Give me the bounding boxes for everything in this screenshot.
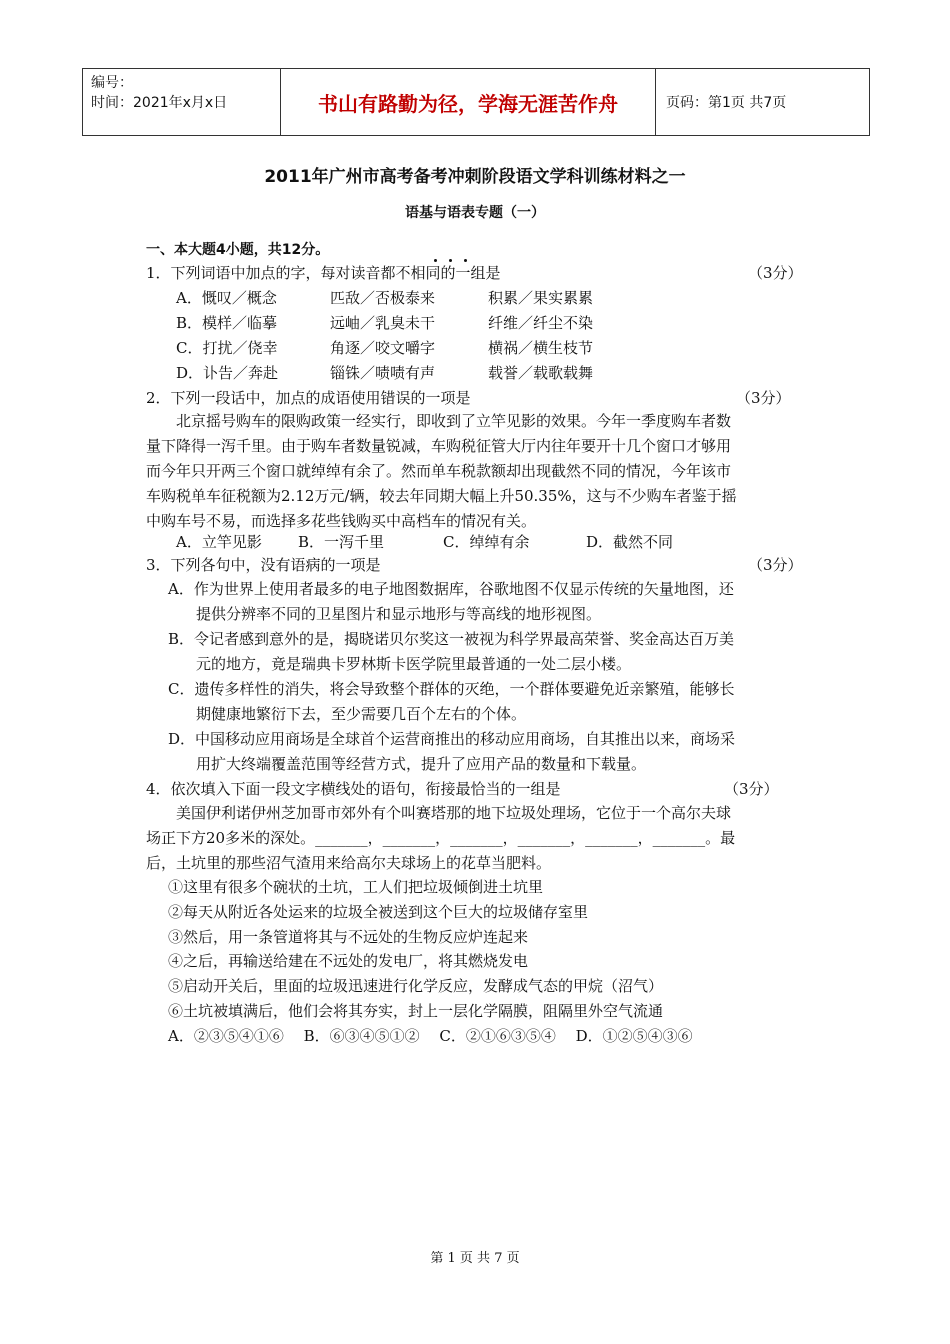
emphasis-dot [464, 259, 467, 262]
document-subtitle: 语基与语表专题（一） [405, 205, 545, 221]
q3-score: （3分） [748, 556, 803, 574]
q3-option-b-line2: 元的地方，竟是瑞典卡罗林斯卡医学院里最普通的一处二层小楼。 [196, 655, 632, 673]
page-footer: 第 1 页 共 7 页 [430, 1251, 520, 1266]
q1-option-b-3: 纤维／纤尘不染 [488, 314, 594, 332]
q1-option-d-2: 锱铢／啧啧有声 [330, 364, 436, 382]
q4-item: ④之后，再输送给建在不远处的发电厂，将其燃烧发电 [168, 952, 529, 970]
q4-stem: 4．依次填入下面一段文字横线处的语句，衔接最恰当的一组是 [146, 780, 561, 798]
q4-item: ①这里有很多个碗状的土坑，工人们把垃圾倾倒进土坑里 [168, 878, 544, 896]
q4-score: （3分） [724, 780, 779, 798]
q1-option-a-3: 积累／果实累累 [488, 289, 594, 307]
q3-option-a-line2: 提供分辨率不同的卫星图片和显示地形与等高线的地形视图。 [196, 605, 602, 623]
date-label: 时间：2021年x月x日 [91, 95, 228, 111]
q1-option-d-1: D．讣告／奔赴 [176, 364, 279, 382]
q1-score: （3分） [748, 264, 803, 282]
q1-option-b-2: 远岫／乳臭未干 [330, 314, 436, 332]
q4-item: ③然后，用一条管道将其与不远处的生物反应炉连起来 [168, 928, 529, 946]
header-meta [83, 69, 281, 135]
q3-option-a-line1: A．作为世界上使用者最多的电子地图数据库，谷歌地图不仅显示传统的矢量地图，还 [168, 580, 734, 598]
document-title: 2011年广州市高考备考冲刺阶段语文学科训练材料之一 [264, 167, 686, 187]
q4-item: ⑤启动开关后，里面的垃圾迅速进行化学反应，发酵成气态的甲烷（沼气） [168, 977, 664, 995]
q2-option-b: B．一泻千里 [298, 533, 385, 551]
header-motto: 书山有路勤为径，学海无涯苦作舟 [281, 69, 656, 135]
q2-option-d: D．截然不同 [586, 533, 674, 551]
q2-passage-line: 中购车号不易，而选择多花些钱购买中高档车的情况有关。 [146, 512, 537, 530]
q3-option-b-line1: B．令记者感到意外的是，揭晓诺贝尔奖这一被视为科学界最高荣誉、奖金高达百万美 [168, 630, 735, 648]
q2-stem: 2．下列一段话中，加点的成语使用错误的一项是 [146, 389, 471, 407]
q4-item: ②每天从附近各处运来的垃圾全被送到这个巨大的垃圾储存室里 [168, 903, 589, 921]
q4-passage-line: 后，土坑里的那些沼气渣用来给高尔夫球场上的花草当肥料。 [146, 854, 552, 872]
q4-passage-line: 场正下方20多米的深处。_______，_______，_______，_______，_______，_______。最 [146, 829, 736, 847]
emphasis-dot [449, 259, 452, 262]
q2-option-c: C．绰绰有余 [443, 533, 530, 551]
q2-score: （3分） [736, 389, 791, 407]
q4-passage-line: 美国伊利诺伊州芝加哥市郊外有个叫赛塔那的地下垃圾处理场，它位于一个高尔夫球 [176, 804, 732, 822]
q3-stem: 3．下列各句中，没有语病的一项是 [146, 556, 381, 574]
q2-option-a: A．立竿见影 [176, 533, 262, 551]
q3-option-c-line1: C．遗传多样性的消失，将会导致整个群体的灭绝，一个群体要避免近亲繁殖，能够长 [168, 680, 735, 698]
q1-option-c-3: 横祸／横生枝节 [488, 339, 594, 357]
section-heading: 一、本大题4小题，共12分。 [146, 242, 330, 258]
q3-option-d-line2: 用扩大终端覆盖范围等经营方式，提升了应用产品的数量和下载量。 [196, 755, 647, 773]
q1-option-c-1: C．打扰／侥幸 [176, 339, 278, 357]
q3-option-d-line1: D．中国移动应用商场是全球首个运营商推出的移动应用商场，自其推出以来，商场采 [168, 730, 736, 748]
number-label: 编号： [91, 75, 133, 91]
q4-item: ⑥土坑被填满后，他们会将其夯实，封上一层化学隔膜，阻隔里外空气流通 [168, 1002, 664, 1020]
q2-passage-line: 而今年只开两三个窗口就绰绰有余了。然而单车税款额却出现截然不同的情况，今年该市 [146, 462, 732, 480]
q1-option-b-1: B．模样／临摹 [176, 314, 278, 332]
q2-passage-line: 北京摇号购车的限购政策一经实行，即收到了立竿见影的效果。今年一季度购车者数 [176, 412, 732, 430]
header-page-info: 页码：第1页 共7页 [666, 95, 787, 111]
q4-options: A．②③⑤④①⑥ B．⑥③④⑤①② C．②①⑥③⑤④ D．①②⑤④③⑥ [168, 1027, 693, 1045]
q1-stem: 1．下列词语中加点的字，每对读音都不相同的一组是 [146, 264, 501, 282]
q1-option-a-1: A．慨叹／概念 [176, 289, 277, 307]
q1-option-c-2: 角逐／咬文嚼字 [330, 339, 436, 357]
q2-passage-line: 车购税单车征税额为2.12万元/辆，较去年同期大幅上升50.35%，这与不少购车者鉴于摇 [146, 487, 737, 505]
q2-passage-line: 量下降得一泻千里。由于购车者数量锐减，车购税征管大厅内往年要开十几个窗口才够用 [146, 437, 732, 455]
q1-option-a-2: 匹敌／否极泰来 [330, 289, 436, 307]
emphasis-dot [434, 259, 437, 262]
header-table [82, 68, 870, 136]
q1-option-d-3: 载誉／载歌载舞 [488, 364, 594, 382]
q3-option-c-line2: 期健康地繁衍下去，至少需要几百个左右的个体。 [196, 705, 527, 723]
